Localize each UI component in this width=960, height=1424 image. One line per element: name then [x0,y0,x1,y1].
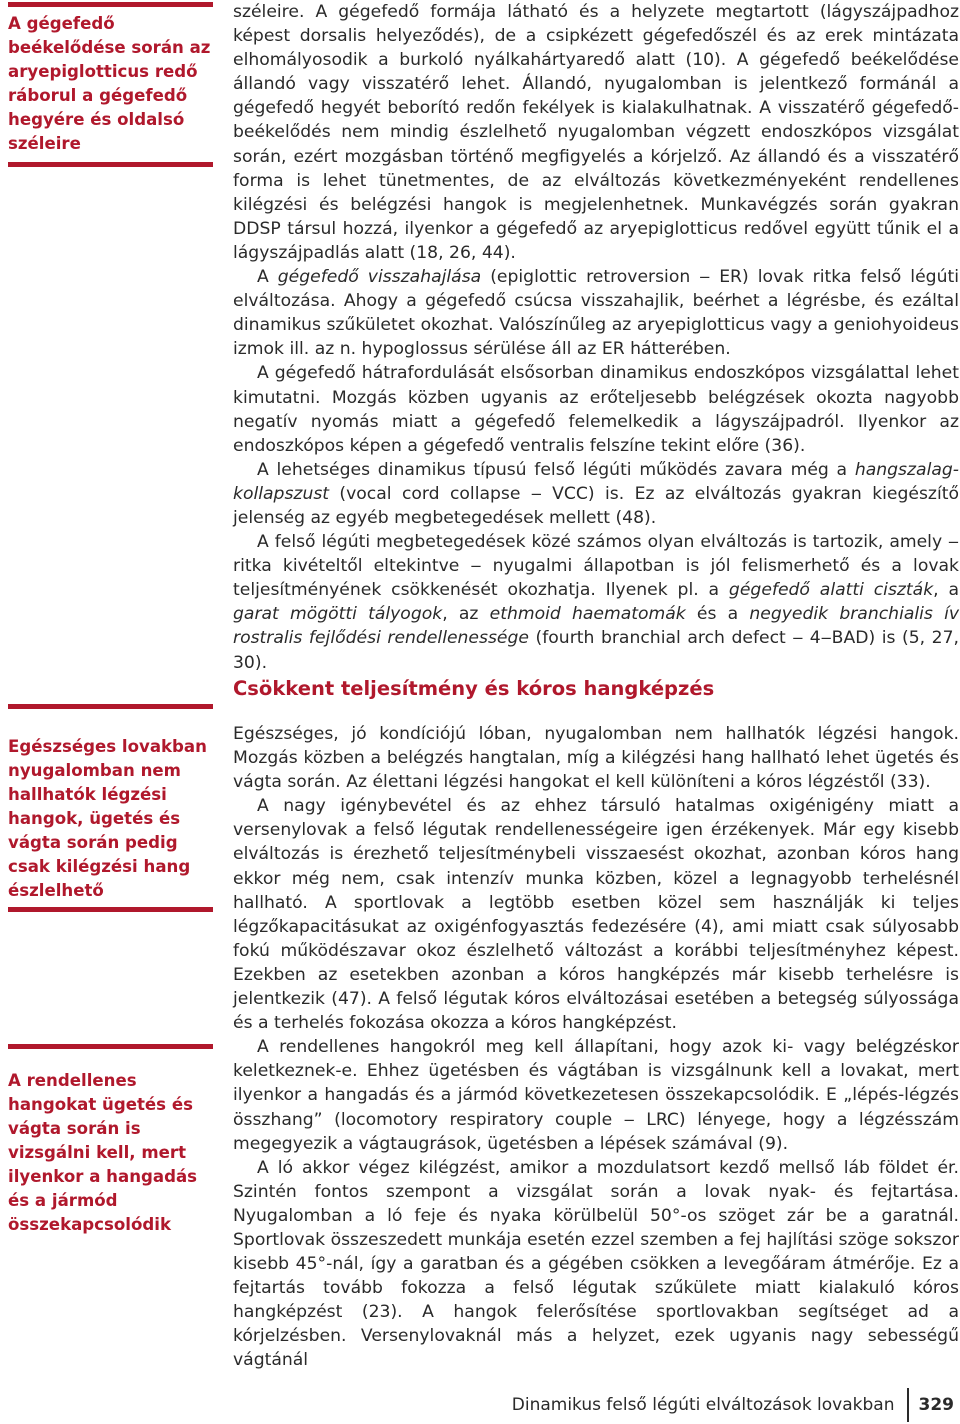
term-retropharyngeal-abscess: garat mögötti tályogok [233,604,443,625]
paragraph: széleire. A gégefedő formája látható és a helyzete megtartott (lágyszájpadhoz képest dorsalis helyeződés), de a csipkézett gégefedőszél és az erek mintázata elhomályosodik a burkoló nyálkahártyaredő alatt (10). A gégefedő beékelődése állandó vagy visszatérő lehet. Állandó, nyugalomban is jelentkező formánál a gégefedő hegyét beborító redőn fekélyek is kialakulhatnak. A visszatérő gégefedő-beékelődés nem mindig észlelhető nyugalomban végzett endoszkópos vizsgálat során, ezért mozgásban történő megfigyelés a kórjelző. Az állandó és a visszatérő forma is lehet tünetmentes, de az elváltozás következményeként rendellenes kilégzési és belégzési hangok is megjelenhetnek. Munkavégzés során gyakran DDSP társul hozzá, ilyenkor a gégefedő az aryepiglotticus redővel együtt tűnik el a lágyszájpadlás alatt (18, 26, 44). [233,2,959,263]
paragraph: A felső légúti megbetegedések közé számos olyan elváltozás is tartozik, amely ‒ ritka kivételtől eltekintve ‒ nyugalmi állapotban is jól felismerhető és a lovak teljesítményének csökkenését okozhatja. Ilyenek pl. a gégefedő alatti ciszták, a garat mögötti tályogok, az ethmoid haematomák és a negyedik branchialis ív rostralis fejlődési rendellenessége (fourth branchial arch defect ‒ 4‒BAD) is (5, 27, 30). [233,532,960,673]
section-heading: Csökkent teljesítmény és kóros hangképzés [233,677,715,700]
term-4bad: negyedik branchialis ív rostralis fejlődési rendellenessége [233,604,960,649]
sidebar-note-abnormal-sounds [8,1044,213,1237]
sidebar-note-text: A rendellenes hangokat ügetés és vágta során is vizsgálni kell, mert ilyenkor a hangadás és a jármód összekapcsolódik [8,1071,198,1234]
term-epiglottic-retroversion: gégefedő visszahajlása [277,267,482,288]
paragraph: A lehetséges dinamikus típusú felső légúti működés zavara még a hangszalag-kollapszust (vocal cord collapse ‒ VCC) is. Ez az elváltozás gyakran kiegészítő jelenség az egyéb megbetegedések mellett (48). [233,459,959,528]
page-footer [512,1388,954,1422]
term-ethmoid-haematoma: ethmoid haematomák [489,604,686,625]
paragraph: A gégefedő visszahajlása (epiglottic retroversion ‒ ER) lovak ritka felső légúti elváltozása. Ahogy a gégefedő csúcsa visszahajlik, beérhet a légrésbe, és ezáltal dinamikus szűkületet okozhat. Valószínűleg az aryepiglotticus vagy a geniohyoideus izmok ill. az n. hypoglossus sérülése áll az ER hátterében. [233,267,959,360]
paragraph: Egészséges, jó kondíciójú lóban, nyugalomban nem hallhatók légzési hangok. Mozgás közben a belégzés hangtalan, míg a kilégzési hang hallható lehet ügetés és vágta során. Az élettani légzési hangokat el kell különíteni a kóros légzéstől (33). [233,724,959,793]
main-text-section-1 [233,0,959,675]
paragraph: A gégefedő hátrafordulását elsősorban dinamikus endoszkópos vizsgálattal lehet kimutatni. Mozgás közben ugyanis az erőteljesebb belégzések okozta nagyobb negatív nyomás miatt a gégefedő felemelkedik a lágyszájpadról. Ilyenkor az endoszkópos képen a gégefedő ventralis felszíne tekint előre (36). [233,363,959,456]
sidebar-note-text: Egészséges lovakban nyugalomban nem hallhatók légzési hangok, ügetés és vágta során pedig csak kilégzési hang észlelhető [8,737,207,900]
sidebar-note-epiglottic-entrapment [8,2,213,167]
paragraph: A ló akkor végez kilégzést, amikor a mozdulatsort kezdő mellső láb földet ér. Szintén fontos szempont a vizsgálat során a lovak nyak- és fejtartása. Nyugalomban a ló feje és nyaka körülbelül 50°-os szöget zár be a garatnál. Sportlovak összeszedett munkája esetén ezzel szemben a fej hajlítási szöge sokszor kisebb 45°-nál, így a garatban és a gégében csökken a levegőáram átmérője. Ez a fejtartás tovább fokozza a felső légutak szűkülete miatt kialakuló kóros hangképzést (23). A hangok felerősítése sportlovakban segítséget ad a kórjelzésben. Versenylovaknál más a helyzet, ezek ugyanis nagy sebességű vágtánál [233,1157,959,1371]
paragraph: A nagy igénybevétel és az ehhez társuló hatalmas oxigénigény miatt a versenylovak a felső légutak rendellenességeire igen érzékenyek. Már egy kisebb elváltozás is érezhető teljesítménybeli visszaesést okozhat, azonban kóros hang ekkor még nem, csak intenzív munka közben, közel a legnagyobb terhelésnél hallható. A sportlovak a legtöbb esetben közel sem használják ki teljes légzőkapacitásukat az oxigénfogyasztás fedezésére (4), ami miatt csak súlyosabb fokú működészavar okoz észlelhető változást a korábbi teljesítményhez képest. Ezekben az esetekben azonban a kóros hangképzés már kisebb terhelésre is jelentkezik (47). A felső légutak kóros elváltozásai esetében a betegség súlyossága és a terhelés fokozása okozza a kóros hangképzést. [233,796,959,1034]
term-subepiglottic-cysts: gégefedő alatti ciszták [728,580,934,601]
sidebar-note-text: A gégefedő beékelődése során az aryepiglotticus redő ráborul a gégefedő hegyére és oldalsó széleire [8,14,211,153]
paragraph: A rendellenes hangokról meg kell állapítani, hogy azok ki- vagy belégzéskor keletkeznek-e. Ehhez ügetésben és vágtában is vizsgálnunk kell a lovakat, mert ilyenkor a hangadás és a jármód következetesen összekapcsolódik. E „lépés-légzés összhang” (locomotory respiratory couple ‒ LRC) lényege, hogy a légzésszám megegyezik a vágtaugrások, ügetésben a lépések számával (9). [233,1037,959,1154]
main-text-section-2 [233,722,959,1373]
running-title: Dinamikus felső légúti elváltozások lovakban [511,1395,895,1415]
term-vocal-cord-collapse: hangszalag-kollapszust [233,459,959,504]
footer-divider [907,1388,909,1422]
sidebar-note-healthy-sounds [8,704,213,912]
page-number: 329 [918,1395,954,1415]
